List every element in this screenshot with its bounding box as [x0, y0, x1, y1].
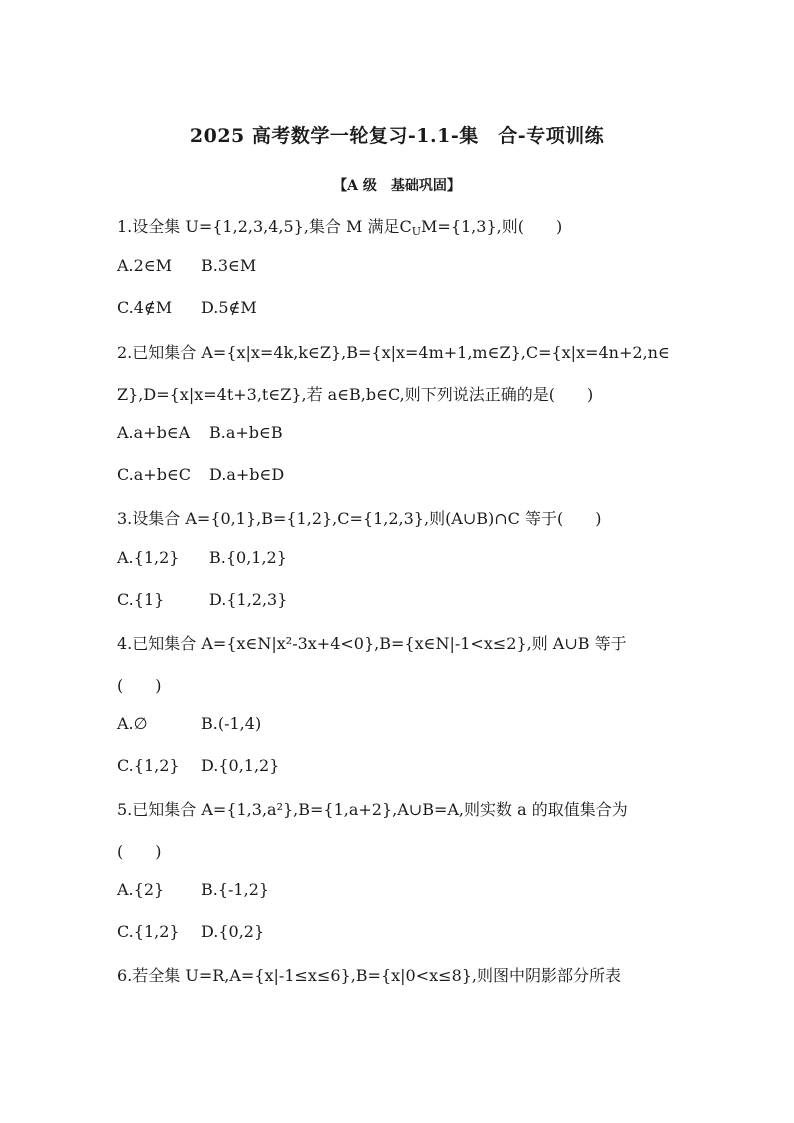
complement-subscript: U: [411, 225, 422, 238]
q4-stem-line1: 4.已知集合 A={x∈N|x²-3x+4<0},B={x∈N|-1<x≤2},则 A∪B 等于: [117, 634, 627, 653]
q4-option-d: D.{0,1,2}: [201, 756, 280, 775]
q5-stem-line1: 5.已知集合 A={1,3,a²},B={1,a+2},A∪B=A,则实数 a 的取值集合为: [117, 800, 628, 819]
q4-stem-line2: ( ): [117, 676, 162, 695]
q3-options-row2: [117, 590, 682, 609]
q2-stem-line2: Z},D={x|x=4t+3,t∈Z},若 a∈B,b∈C,则下列说法正确的是( ): [117, 385, 594, 404]
q4-options-row2: [117, 756, 682, 775]
q1-options-row1: [117, 256, 682, 275]
q3-option-b: B.{0,1,2}: [209, 548, 287, 567]
q4-options-row1: [117, 714, 682, 733]
q5-option-a: A.{2}: [117, 880, 165, 899]
page-title: 2025 高考数学一轮复习-1.1-集 合-专项训练: [189, 125, 605, 147]
q4-option-c: C.{1,2}: [117, 756, 180, 775]
q2-option-d: D.a+b∈D: [209, 465, 285, 484]
q1-stem-part1: 1.设全集 U={1,2,3,4,5},集合 M 满足: [117, 217, 400, 236]
q1-option-b: B.3∈M: [201, 256, 257, 275]
q6-stem-line1: 6.若全集 U=R,A={x|-1≤x≤6},B={x|0<x≤8},则图中阴影部分所表: [117, 966, 622, 985]
q1-option-a: A.2∈M: [117, 256, 173, 275]
q2-options-row1: [117, 423, 682, 442]
q2-option-c: C.a+b∈C: [117, 465, 192, 484]
q5-option-c: C.{1,2}: [117, 922, 180, 941]
q3-option-d: D.{1,2,3}: [209, 590, 288, 609]
q1-option-c: C.4∉M: [117, 298, 173, 317]
q3-option-c: C.{1}: [117, 590, 165, 609]
q5-stem-line2: ( ): [117, 842, 162, 861]
q2-option-b: B.a+b∈B: [209, 423, 283, 442]
q3-options-row1: [117, 548, 682, 567]
q4-option-a: A.∅: [117, 714, 148, 733]
q1-options-row2: [117, 298, 682, 317]
q5-option-d: D.{0,2}: [201, 922, 265, 941]
q3-option-a: A.{1,2}: [117, 548, 180, 567]
q2-options-row2: [117, 465, 682, 484]
q2-stem-line1: 2.已知集合 A={x|x=4k,k∈Z},B={x|x=4m+1,m∈Z},C={x|x=4n+2,n∈: [117, 343, 670, 362]
q4-option-b: B.(-1,4): [201, 714, 262, 733]
section-heading: 【A 级 基础巩固】: [333, 178, 461, 194]
complement-symbol: C: [399, 217, 412, 236]
q5-option-b: B.{-1,2}: [201, 880, 270, 899]
q1-option-d: D.5∉M: [201, 298, 257, 317]
q5-options-row2: [117, 922, 682, 941]
q3-stem: 3.设集合 A={0,1},B={1,2},C={1,2,3},则(A∪B)∩C 等于( ): [117, 509, 602, 528]
q5-options-row1: [117, 880, 682, 899]
q1-stem: [117, 214, 682, 238]
q1-stem-part2: M={1,3},则( ): [421, 217, 563, 236]
q2-option-a: A.a+b∈A: [117, 423, 191, 442]
